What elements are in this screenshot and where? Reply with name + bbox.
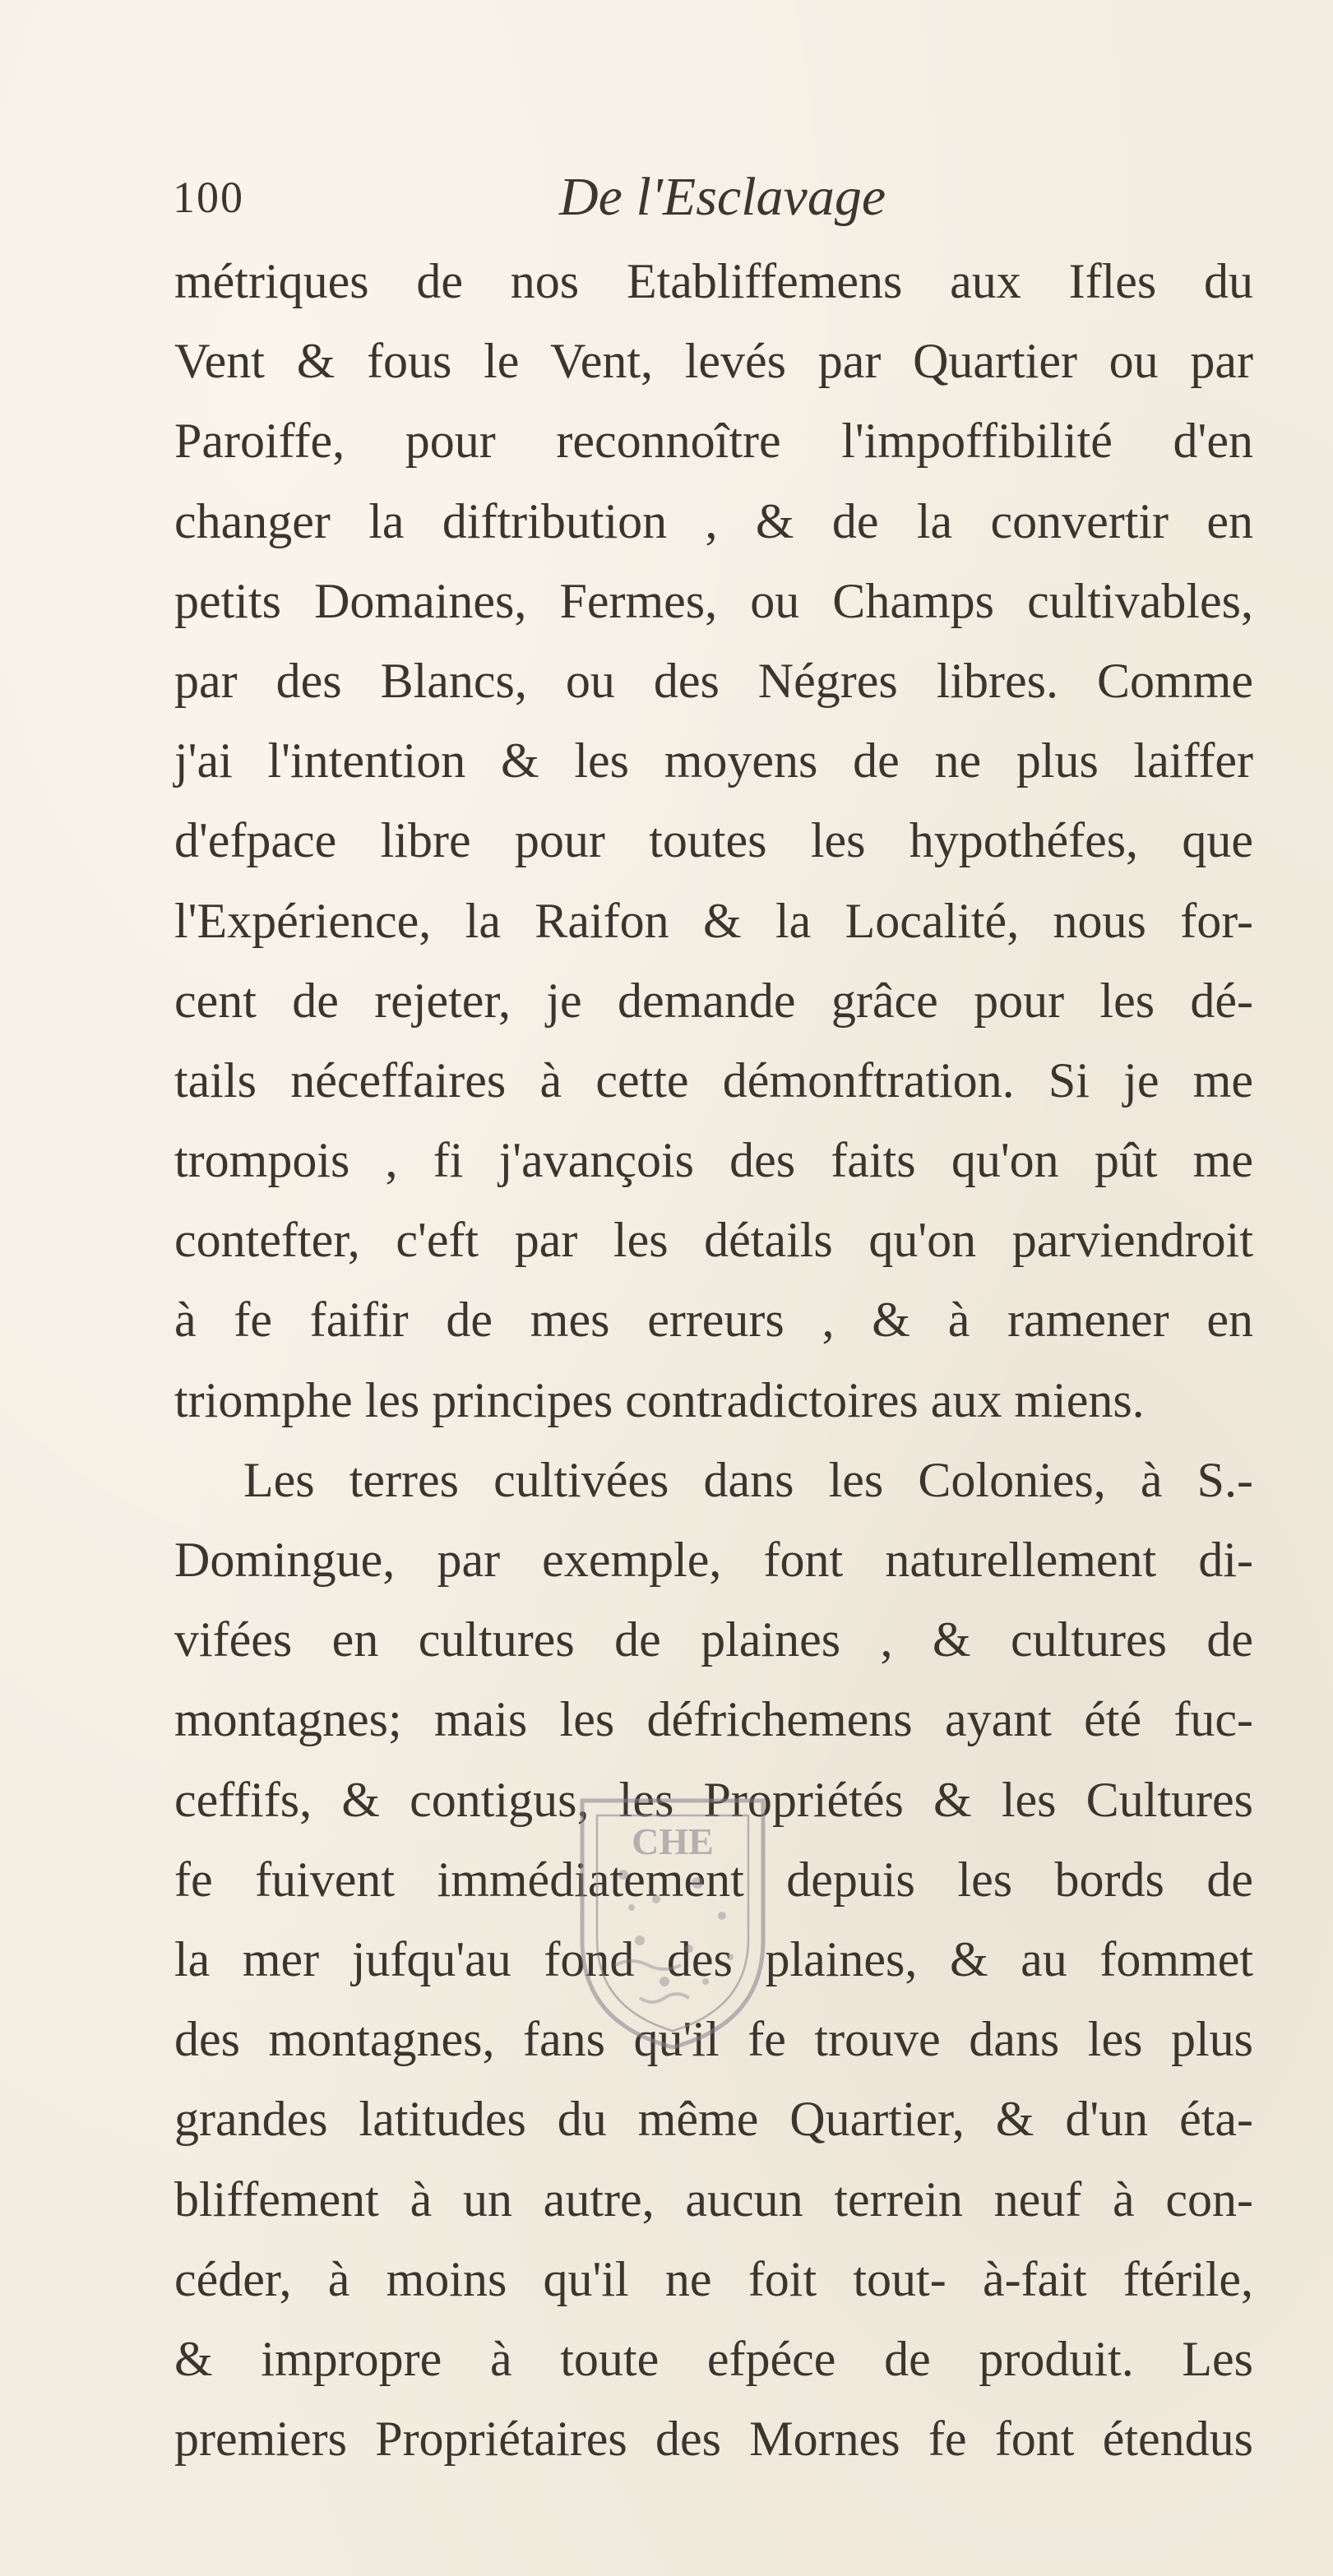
stamp-lettering: CHE	[632, 1820, 714, 1862]
page-number: 100	[173, 173, 244, 222]
text-line: grandes latitudes du même Quartier, & d'un éta-	[174, 2092, 1253, 2147]
text-line: contefter, c'eft par les détails qu'on parviendroit	[174, 1213, 1253, 1268]
text-line: triomphe les principes contradictoires aux miens.	[174, 1372, 1145, 1427]
text-line: & impropre à toute efpéce de produit. Les	[174, 2331, 1253, 2386]
text-line: l'Expérience, la Raifon & la Localité, nous for-	[174, 893, 1253, 948]
text-line: j'ai l'intention & les moyens de ne plus laiffer	[174, 733, 1253, 789]
text-line: métriques de nos Etabliffemens aux Ifles du	[174, 254, 1253, 308]
text-line: Paroiffe, pour reconnoître l'impoffibilité d'en	[174, 414, 1253, 469]
text-line: tails néceffaires à cette démonftration. Si je me	[174, 1052, 1253, 1108]
text-line: changer la diftribution , & de la convertir en	[174, 493, 1253, 548]
text-line: par des Blancs, ou des Négres libres. Comme	[174, 653, 1253, 708]
text-line: premiers Propriétaires des Mornes fe font étendus	[174, 2412, 1253, 2467]
text-line: trompois , fi j'avançois des faits qu'on pût me	[174, 1133, 1253, 1188]
running-head: De l'Esclavage	[559, 167, 886, 227]
page-header	[0, 164, 1333, 230]
text-line: ceffifs, & contigus, les Propriétés & les Cultures	[174, 1772, 1253, 1827]
text-line: à fe faifir de mes erreurs , & à ramener en	[174, 1293, 1253, 1348]
text-line: montagnes; mais les défrichemens ayant été fuc-	[174, 1692, 1253, 1747]
text-line: d'efpace libre pour toutes les hypothéfes, que	[174, 813, 1253, 868]
text-line: céder, à moins qu'il ne foit tout- à-fait ftérile,	[174, 2251, 1253, 2306]
text-line: bliffement à un autre, aucun terrein neuf à con-	[174, 2171, 1253, 2227]
text-line: petits Domaines, Fermes, ou Champs cultivables,	[174, 573, 1253, 628]
body-text	[174, 242, 1253, 2479]
text-line: Domingue, par exemple, font naturellement di-	[174, 1533, 1253, 1587]
text-line: vifées en cultures de plaines , & cultures de	[174, 1612, 1253, 1667]
library-stamp-icon	[566, 1776, 780, 2056]
text-line: Les terres cultivées dans les Colonies, à S.-	[243, 1452, 1253, 1507]
text-line: Vent & fous le Vent, levés par Quartier ou par	[174, 334, 1253, 389]
text-line: des montagnes, fans qu'il fe trouve dans les plus	[174, 2012, 1253, 2067]
text-line: fe fuivent immédiatement depuis les bords de	[174, 1852, 1253, 1907]
text-line: cent de rejeter, je demande grâce pour les dé-	[174, 973, 1253, 1028]
text-line: la mer jufqu'au fond des plaines, & au fommet	[174, 1931, 1253, 1986]
